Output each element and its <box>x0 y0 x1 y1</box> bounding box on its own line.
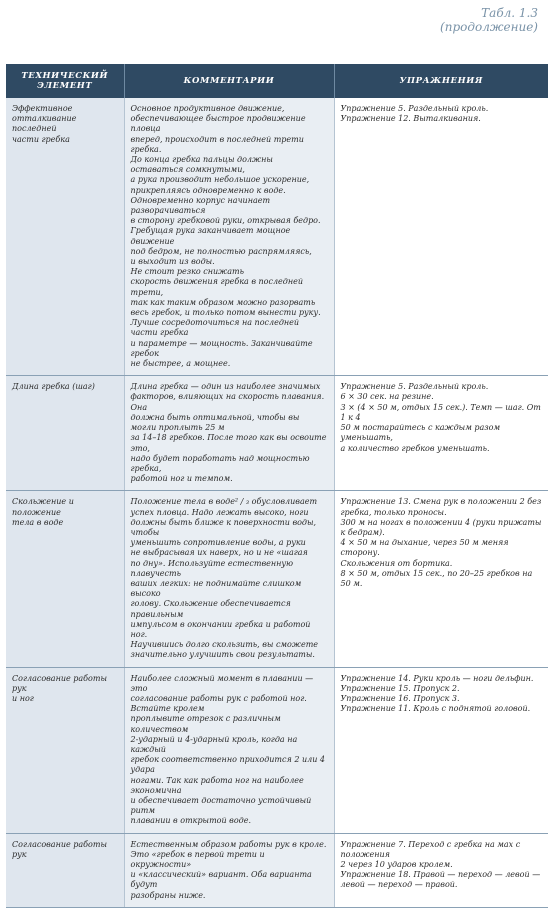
table-row <box>6 491 548 667</box>
row-element: Эффективное отталкивание последней части гребка <box>6 98 124 376</box>
row-comment: Наиболее сложный момент в плавании — это согласование работы рук с работой ног. Встайте кролем проплывите отрезок с различным количеством 2-ударный и 4-ударный кроль, когда на каждый гребок соответственно приходится 2 или 4 удара ногами. Так как работа ног на наиболее экономична и обеспечивает достаточно устойчивый ритм плавании в открытой воде. <box>124 667 334 833</box>
table-continued-note: (продолжение) <box>440 20 538 34</box>
header-exercises: УПРАЖНЕНИЯ <box>334 64 548 98</box>
header-comments: КОММЕНТАРИИ <box>124 64 334 98</box>
table-row <box>6 833 548 907</box>
row-exercise: Упражнение 13. Смена рук в положении 2 без гребка, только проносы. 300 м на ногах в положении 4 (руки прижаты к бедрам). 4 × 50 м на дыхание, через 50 м меняя сторону. Скольжения от бортика. 8 × 50 м, отдых 15 сек., по 20–25 гребков на 50 м. <box>334 491 548 667</box>
row-exercise: Упражнение 7. Переход с гребка на мах с положения 2 через 10 ударов кролем. Упражнение 18. Правой — переход — левой — левой — переход — правой. <box>334 833 548 907</box>
row-comment: Естественным образом работы рук в кроле. Это «гребок в первой трети и окружности» и «классический» вариант. Оба варианта будут разобраны ниже. <box>124 833 334 907</box>
table-caption <box>440 6 538 34</box>
row-element: Согласование работы рук <box>6 833 124 907</box>
table-header-row <box>6 64 548 98</box>
header-technical-element: ТЕХНИЧЕСКИЙ ЭЛЕМЕНТ <box>6 64 124 98</box>
row-exercise: Упражнение 14. Руки кроль — ноги дельфин. Упражнение 15. Пропуск 2. Упражнение 16. Пропуск 3. Упражнение 11. Кроль с поднятой головой. <box>334 667 548 833</box>
table-row <box>6 667 548 833</box>
row-element: Скольжение и положение тела в воде <box>6 491 124 667</box>
table-row <box>6 376 548 491</box>
table-row <box>6 98 548 376</box>
technique-table <box>6 64 548 908</box>
row-comment: Основное продуктивное движение, обеспечивающее быстрое продвижение пловца вперед, происходит в последней трети гребка. До конца гребка пальцы должны оставаться сомкнутыми, а рука производит небольшое ускорение, прикрепляясь одновременно к воде. Одновременно корпус начинает разворачиваться в сторону гребковой руки, открывая бедро. Гребущая рука заканчивает мощное движение под бедром, не полностью распрямляясь, и выходит из воды. Не стоит резко снижать скорость движения гребка в последней трети, так как таким образом можно разорвать весь гребок, и только потом вынести руку. Лучше сосредоточиться на последней части гребка и параметре — мощность. Заканчивайте гребок не быстрее, а мощнее. <box>124 98 334 376</box>
row-element: Согласование работы рук и ног <box>6 667 124 833</box>
row-element: Длина гребка (шаг) <box>6 376 124 491</box>
row-comment: Положение тела в воде² / ₃ обусловливает успех пловца. Надо лежать высоко, ноги должны быть ближе к поверхности воды, чтобы уменьшить сопротивление воды, а руки не выбрасывая их наверх, но и не «шагая по дну». Используйте естественную плавучесть ваших легких: не поднимайте слишком высоко голову. Скольжение обеспечивается правильным импульсом в окончании гребка и работой ног. Научившись долго скользить, вы сможете значительно улучшить свои результаты. <box>124 491 334 667</box>
row-comment: Длина гребка — один из наиболее значимых факторов, влияющих на скорость плавания. Она должна быть оптимальной, чтобы вы могли проплыть 25 м за 14–18 гребков. После того как вы освоите это, надо будет поработать над мощностью гребка, работой ног и темпом. <box>124 376 334 491</box>
row-exercise: Упражнение 5. Раздельный кроль. Упражнение 12. Выталкивания. <box>334 98 548 376</box>
table-number: Табл. 1.3 <box>481 6 538 20</box>
row-exercise: Упражнение 5. Раздельный кроль. 6 × 30 сек. на резине. 3 × (4 × 50 м, отдых 15 сек.). Темп — шаг. От 1 к 4 50 м постарайтесь с каждым разом уменьшать, а количество гребков уменьшать. <box>334 376 548 491</box>
